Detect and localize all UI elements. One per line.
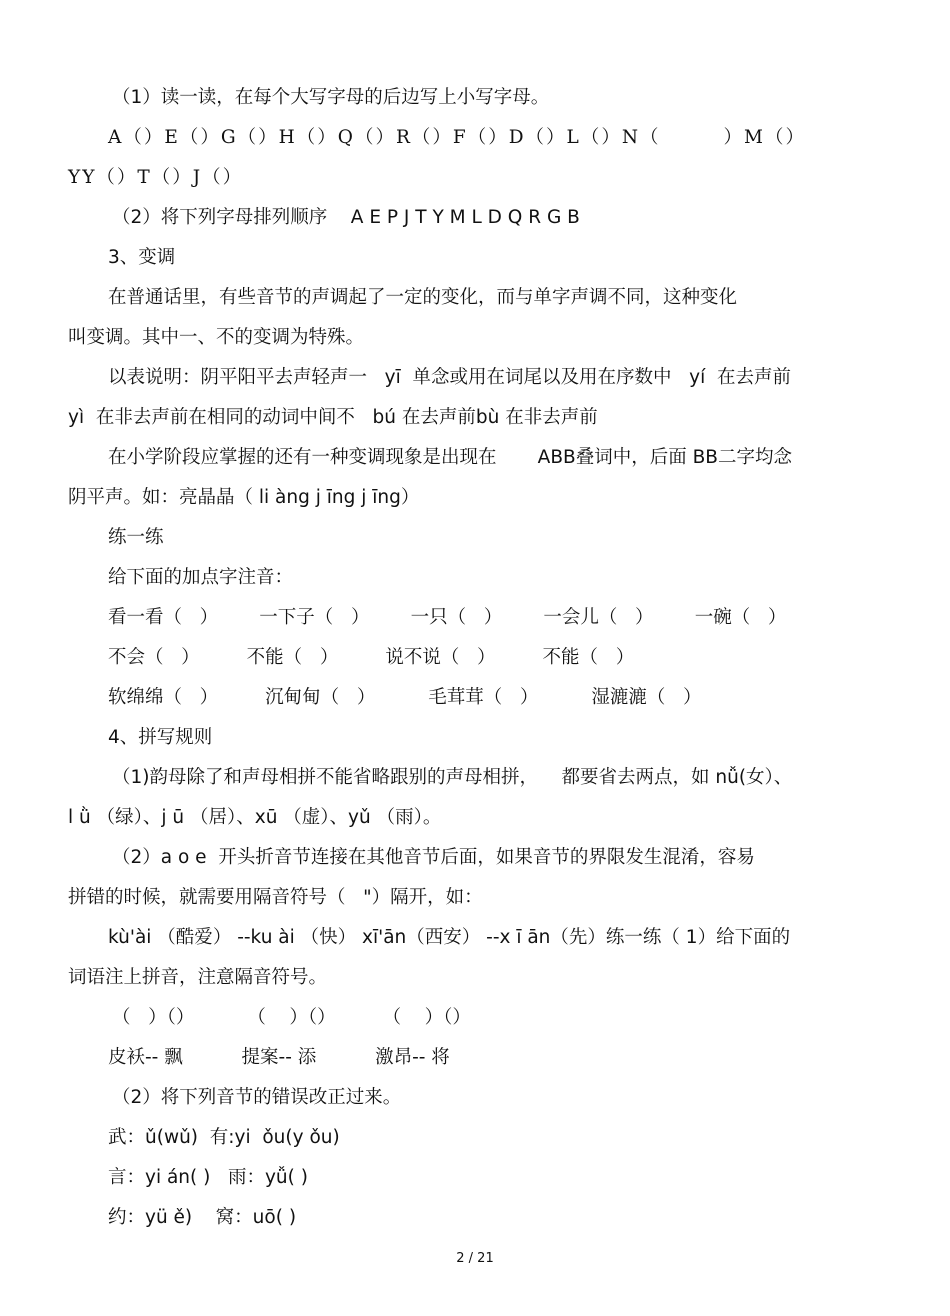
exercise-row: 看一看（ ） 一下子（ ） 一只（ ） 一会儿（ ） 一碗（ ） bbox=[108, 607, 787, 628]
text-line: （1）读一读，在每个大写字母的后边写上小写字母。 bbox=[112, 87, 550, 108]
text-line: 词语注上拼音，注意隔音符号。 bbox=[68, 967, 328, 988]
text-line: l ǜ （绿）、j ū （居）、xū （虚）、yǔ （雨）。 bbox=[68, 807, 442, 828]
text-line: （2）将下列字母排列顺序 A E P J T Y M L D Q R G B bbox=[112, 207, 580, 228]
exercise-row: （ ）（） （ ）（） （ ）（） bbox=[112, 1007, 471, 1028]
text-line: kù'ài （酷爱） --ku ài （快） xī'ān（西安） --x ī ān（先）练一练（ 1）给下面的 bbox=[108, 927, 791, 948]
text-line: 在小学阶段应掌握的还有一种变调现象是出现在 ABB叠词中，后面 BB二字均念 bbox=[108, 447, 792, 468]
text-line: 阴平声。如：亮晶晶（ li àng j īng j īng） bbox=[68, 487, 420, 508]
text-line: （1)韵母除了和声母相拼不能省略跟别的声母相拼， 都要省去两点，如 nǚ(女）、 bbox=[112, 767, 793, 788]
text-line: （2）将下列音节的错误改正过来。 bbox=[112, 1087, 402, 1108]
text-line: 叫变调。其中一、不的变调为特殊。 bbox=[68, 327, 365, 348]
text-line: YY（）T（）J（） bbox=[68, 167, 244, 188]
text-line: A（）E（）G（）H（）Q（）R（）F（）D（）L（）N（ ）M（） bbox=[108, 127, 807, 148]
text-line: 在普通话里，有些音节的声调起了一定的变化，而与单字声调不同，这种变化 bbox=[108, 287, 738, 308]
exercise-row: 软绵绵（ ） 沉甸甸（ ） 毛茸茸（ ） 湿漉漉（ ） bbox=[108, 687, 702, 708]
text-line: 言：yi án( ) 雨：yǚ( ) bbox=[108, 1167, 308, 1188]
section-heading: 4、拼写规则 bbox=[108, 727, 213, 748]
text-line: 拼错的时候，就需要用隔音符号（ "）隔开，如： bbox=[68, 887, 483, 908]
text-line: 以表说明：阴平阳平去声轻声一 yī 单念或用在词尾以及用在序数中 yí 在去声前 bbox=[108, 367, 791, 388]
text-line: yì 在非去声前在相同的动词中间不 bú 在去声前bù 在非去声前 bbox=[68, 407, 598, 428]
text-line: 武：ǔ(wǔ) 有:yi ǒu(y ǒu) bbox=[108, 1127, 340, 1148]
text-line: 练一练 bbox=[108, 527, 164, 548]
exercise-row: 皮袄-- 飘 提案-- 添 激昂-- 将 bbox=[108, 1047, 450, 1068]
page-number: 2 / 21 bbox=[456, 1251, 494, 1266]
exercise-row: 不会（ ） 不能（ ） 说不说（ ） 不能（ ） bbox=[108, 647, 635, 668]
text-line: （2）a o e 开头折音节连接在其他音节后面，如果音节的界限发生混淆，容易 bbox=[112, 847, 755, 868]
section-heading: 3、变调 bbox=[108, 247, 176, 268]
text-line: 约：yü ě) 窝：uō( ) bbox=[108, 1207, 297, 1228]
text-line: 给下面的加点字注音： bbox=[108, 567, 294, 588]
